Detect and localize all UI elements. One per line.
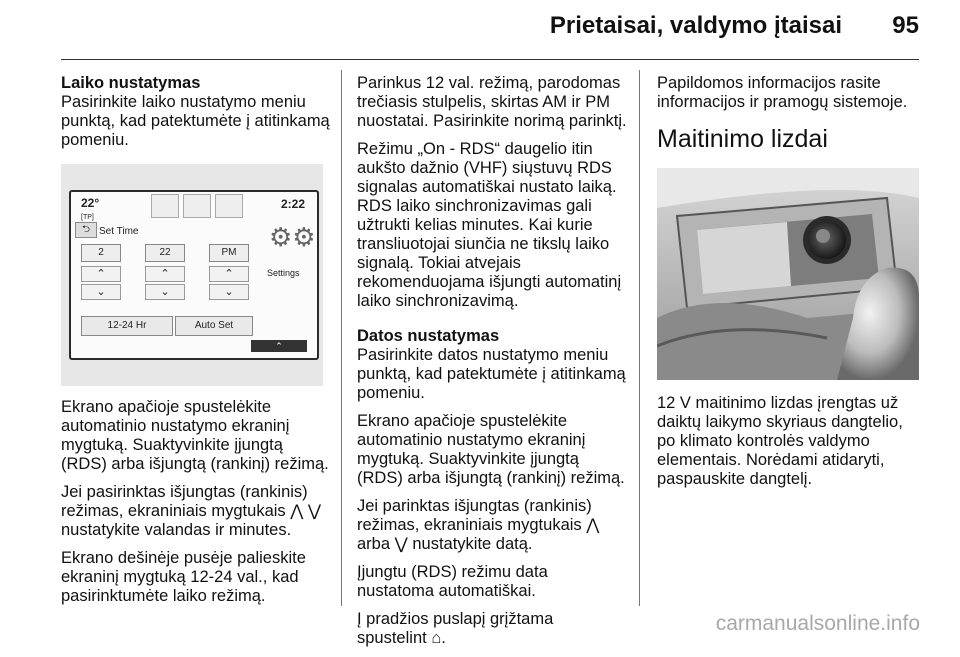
paragraph: Parinkus 12 val. režimą, parodomas trečiasis stulpelis, skirtas AM ir PM nuostatai. Pasirinkite norimą parinktį.	[357, 74, 627, 130]
ampm-up-button: ⌃	[209, 266, 249, 282]
minute-down-button: ⌄	[145, 284, 185, 300]
phone-tab-icon	[151, 194, 179, 218]
up-arrow-icon: ⋀	[586, 517, 600, 534]
text-run: Jei pasirinktas išjungtas (rankinis) režimas, ekraniniais mygtukais	[61, 483, 308, 520]
hour-value: 2	[81, 244, 121, 262]
minute-up-button: ⌃	[145, 266, 185, 282]
tp-indicator: [TP]	[81, 214, 94, 221]
text-run: nustatykite valandas ir minutes.	[61, 521, 292, 539]
heading-power-outlets: Maitinimo lizdai	[657, 125, 828, 153]
down-arrow-icon: ⋁	[394, 536, 408, 553]
hour-up-button: ⌃	[81, 266, 121, 282]
gears-icon: ⚙⚙	[269, 222, 316, 252]
paragraph: Pasirinkite laiko nustatymo meniu punktą, kad patektumėte į atitinkamą pomeniu.	[61, 93, 330, 149]
back-button: ⮌	[75, 222, 97, 238]
paragraph: Ekrano dešinėje pusėje palieskite ekraninį mygtuką 12-24 val., kad pasirinktumėte laiko režimą.	[61, 549, 306, 605]
heading-date-setting: Datos nustatymas	[357, 327, 500, 345]
up-down-arrows-icon: ⋀ ⋁	[290, 503, 321, 520]
column-1	[61, 74, 331, 615]
paragraph: Papildomos informacijos rasite informacijos ir pramogų sistemoje.	[657, 74, 908, 111]
paragraph: 12 V maitinimo lizdas įrengtas už daiktų laikymo skyriaus dangtelio, po klimato kontrolės valdymo elementais. Norėdami atidaryti, paspauskite dangtelį.	[657, 394, 903, 488]
watermark: carmanualsonline.info	[715, 612, 920, 635]
collapse-bar: ⌃	[251, 340, 307, 352]
text-run: nustatykite datą.	[412, 535, 533, 553]
page-header-title: Prietaisai, valdymo įtaisai	[549, 12, 842, 39]
text-run: .	[441, 629, 446, 647]
power-outlet-photo	[657, 168, 919, 380]
12-24-hr-button: 12-24 Hr	[81, 316, 173, 336]
paragraph	[357, 610, 627, 648]
info-tab-icon	[215, 194, 243, 218]
page-number: 95	[892, 12, 919, 39]
clock-readout: 2:22	[280, 197, 305, 211]
paragraph: Pasirinkite datos nustatymo meniu punktą, kad patektumėte į atitinkamą pomeniu.	[357, 346, 626, 402]
media-tab-icon	[183, 194, 211, 218]
column-2	[357, 74, 627, 657]
column-3	[657, 74, 919, 498]
paragraph	[61, 483, 331, 540]
paragraph: Ekrano apačioje spustelėkite automatinio nustatymo ekraninį mygtuką. Suaktyvinkite įjungtą (RDS) arba išjungtą (rankinį) režimą.	[357, 412, 625, 487]
hour-down-button: ⌄	[81, 284, 121, 300]
screen-figure	[61, 164, 323, 386]
auto-set-button: Auto Set	[175, 316, 253, 336]
set-time-label: Set Time	[99, 226, 139, 237]
ampm-down-button: ⌄	[209, 284, 249, 300]
text-run: Į pradžios puslapį grįžtama spustelint	[357, 610, 554, 647]
column-divider-2	[639, 70, 640, 606]
temperature-readout: 22°	[81, 196, 100, 210]
settings-label: Settings	[267, 268, 300, 278]
column-divider-1	[341, 70, 342, 606]
header-rule	[61, 59, 919, 60]
text-run: arba	[357, 535, 391, 553]
heading-time-setting: Laiko nustatymas	[61, 74, 201, 92]
ampm-value: PM	[209, 244, 249, 262]
display-screen	[69, 190, 319, 360]
paragraph	[357, 497, 627, 554]
paragraph: Ekrano apačioje spustelėkite automatinio nustatymo ekraninį mygtuką. Suaktyvinkite įjungtą (RDS) arba išjungtą (rankinį) režimą.	[61, 398, 329, 473]
paragraph: Įjungtu (RDS) režimu data nustatoma automatiškai.	[357, 563, 548, 600]
minute-value: 22	[145, 244, 185, 262]
home-icon: ⌂	[431, 629, 442, 647]
text-run: Jei parinktas išjungtas (rankinis) režimas, ekraniniais mygtukais	[357, 497, 592, 534]
power-outlet-photo-graphic	[657, 168, 919, 380]
paragraph: Režimu „On - RDS“ daugelio itin aukšto dažnio (VHF) siųstuvų RDS signalas automatiškai nustato laiką. RDS laiko sinchronizavimas gali užtrukti kelias minutes. Kai kurie transliuotojai siunčia ne tikslų laiko signalą. Tokiai atvejais rekomenduojama išjungti automatinį laiko sinchronizavimą.	[357, 140, 622, 310]
